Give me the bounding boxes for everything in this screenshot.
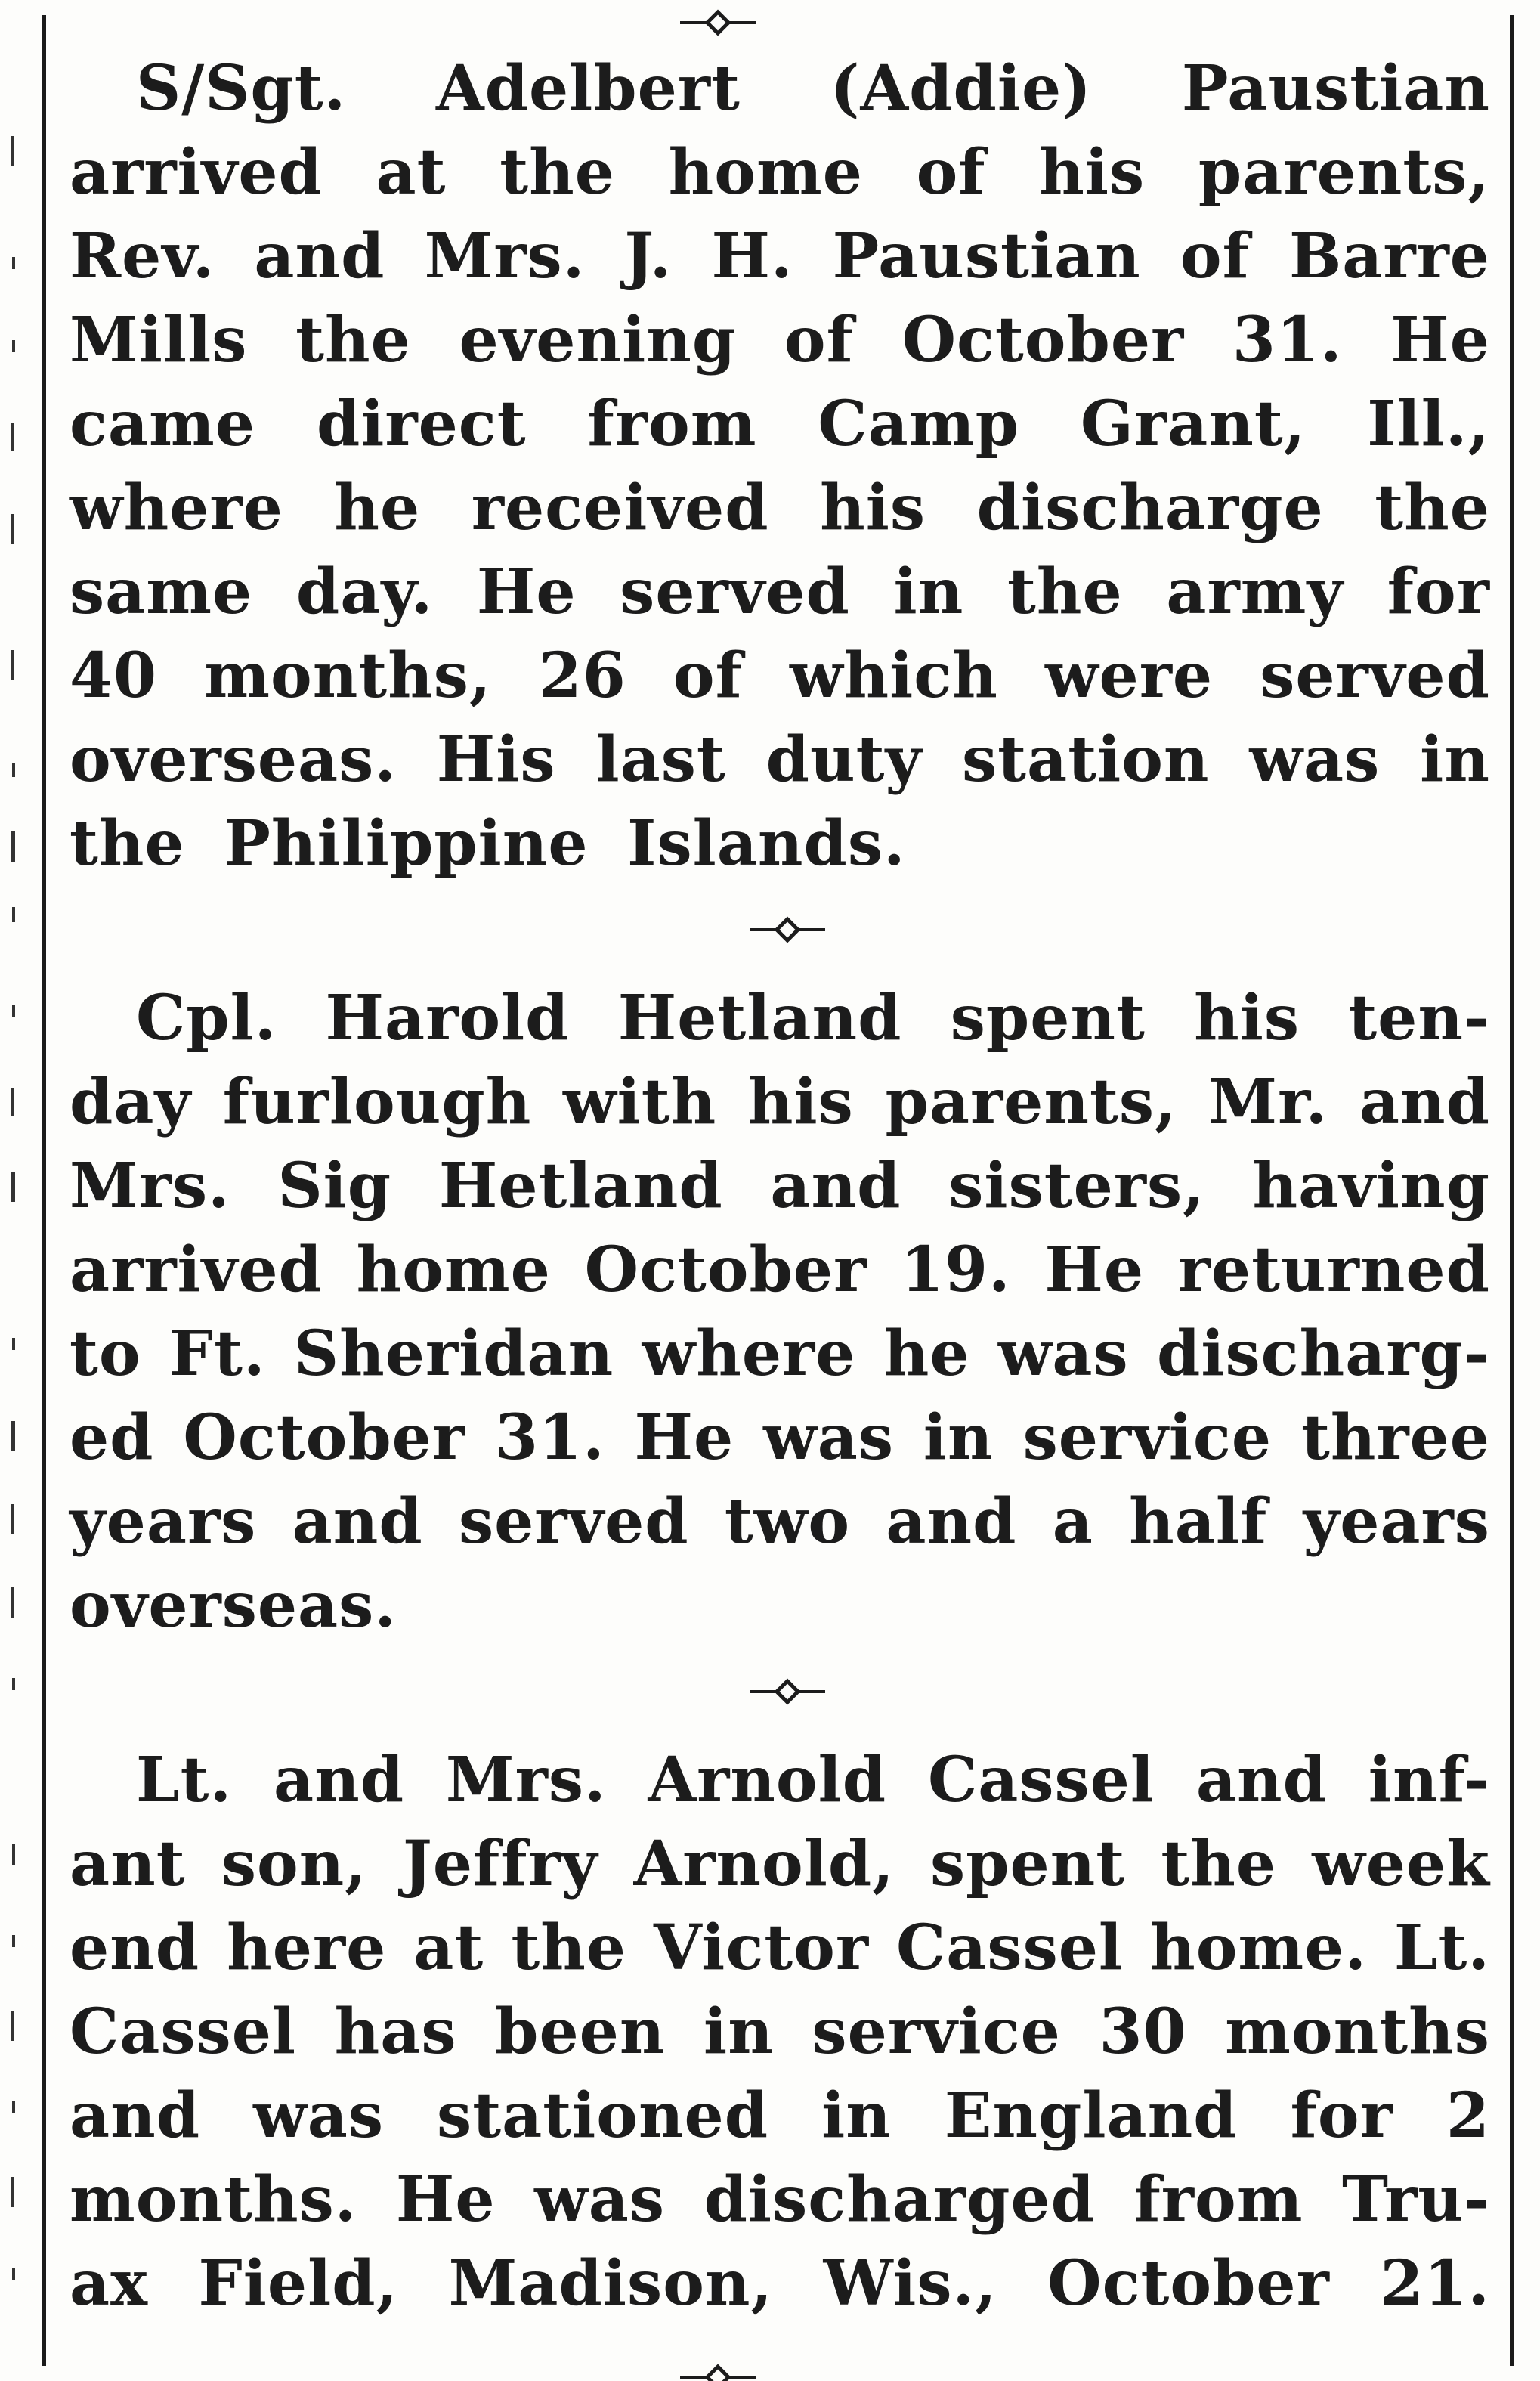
text-line: the Philippine Islands. — [70, 807, 906, 880]
text-line: to Ft. Sheridan where he was discharg- — [70, 1317, 1490, 1390]
ornament-divider-bottom — [620, 2332, 816, 2381]
text-line: ax Field, Madison, Wis., October 21. — [70, 2247, 1490, 2320]
text-line: Rev. and Mrs. J. H. Paustian of Barre — [70, 220, 1490, 293]
text-line: S/Sgt. Adelbert (Addie) Paustian — [136, 52, 1490, 125]
text-line: day furlough with his parents, Mr. and — [70, 1066, 1490, 1138]
text-line: ant son, Jeffry Arnold, spent the week — [70, 1828, 1490, 1900]
margin-specks — [8, 0, 30, 2381]
text-line: arrived at the home of his parents, — [70, 136, 1490, 209]
column-rule-left — [42, 15, 46, 2366]
text-line: overseas. His last duty station was in — [70, 723, 1490, 796]
text-line: Cpl. Harold Hetland spent his ten- — [136, 982, 1490, 1054]
text-line: overseas. — [70, 1569, 397, 1642]
news-item-hetland — [70, 977, 1490, 1648]
news-item-cassel — [70, 1739, 1490, 2326]
text-line: ed October 31. He was in service three — [70, 1401, 1490, 1474]
ornament-divider-top — [620, 0, 816, 45]
text-line: months. He was discharged from Tru- — [70, 2163, 1490, 2236]
text-line: Lt. and Mrs. Arnold Cassel and inf- — [136, 1744, 1490, 1816]
ornament-divider — [70, 1648, 1490, 1739]
text-line: and was stationed in England for 2 — [70, 2079, 1490, 2152]
ornament-divider — [70, 886, 1490, 977]
column-rule-right — [1510, 15, 1514, 2366]
text-line: came direct from Camp Grant, Ill., — [70, 388, 1490, 460]
article-column — [70, 47, 1490, 2360]
text-line: Cassel has been in service 30 months — [70, 1996, 1490, 2068]
text-line: Mills the evening of October 31. He — [70, 304, 1490, 376]
text-line: arrived home October 19. He returned — [70, 1234, 1490, 1306]
text-line: Mrs. Sig Hetland and sisters, having — [70, 1150, 1490, 1222]
text-line: same day. He served in the army for — [70, 556, 1490, 628]
news-item-paustian — [70, 47, 1490, 886]
text-line: years and served two and a half years — [70, 1485, 1490, 1558]
text-line: end here at the Victor Cassel home. Lt. — [70, 1912, 1490, 1984]
text-line: 40 months, 26 of which were served — [70, 639, 1490, 712]
text-line: where he received his discharge the — [70, 472, 1490, 544]
